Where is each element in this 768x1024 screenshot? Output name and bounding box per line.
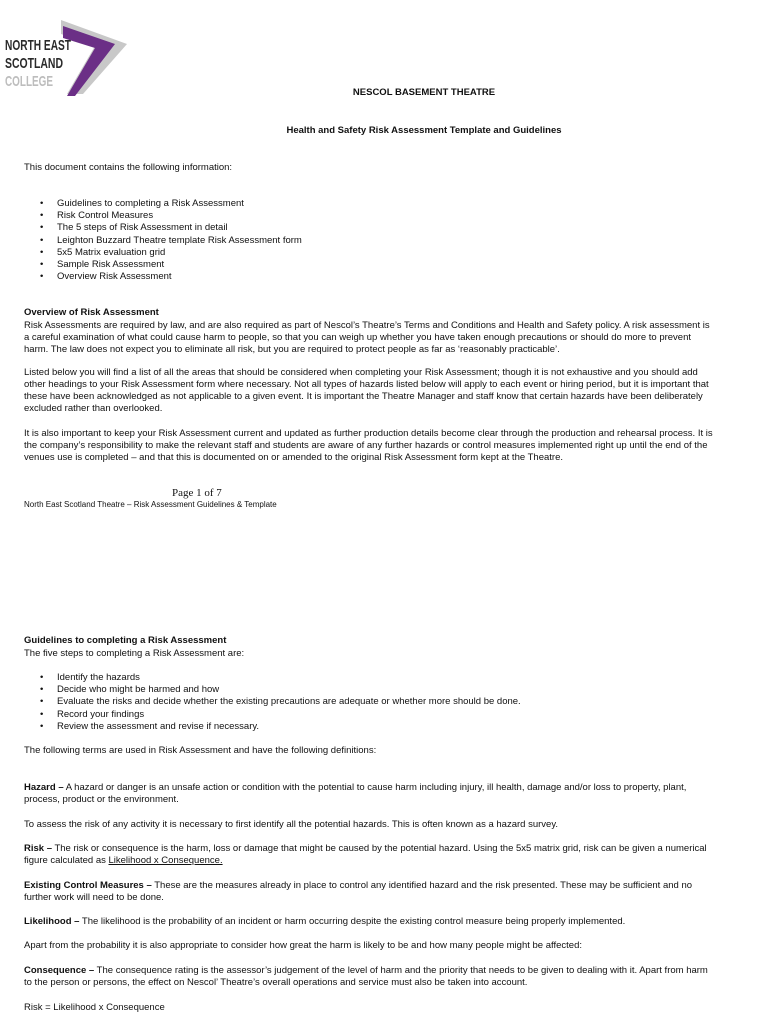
overview-paragraph-3: It is also important to keep your Risk Assessment current and updated as further production details become clear through the production and rehearsal process. It is the company’s responsibility to make the relevant staff and students are aware of any further hazards or control measures implemented right up until the end of the venues use is completed – and that this is documented on or amended to the original Risk Assessment form kept at the Theatre. [24, 428, 713, 463]
page-number: Page 1 of 7 [172, 487, 222, 499]
intro-text: This document contains the following information: [24, 162, 233, 173]
document-title: NESCOL BASEMENT THEATRE [352, 87, 496, 98]
logo-line-2: SCOTLAND [5, 55, 64, 72]
consequence-definition [24, 965, 714, 989]
list-item: • Evaluate the risks and decide whether the existing precautions are adequate or whether more should be done. [24, 696, 714, 708]
contents-list [24, 198, 714, 283]
likelihood-text: The likelihood is the probability of an incident or harm occurring despite the existing control measure being properly implemented. [79, 916, 626, 927]
ecm-term: Existing Control Measures – [24, 880, 152, 891]
logo-line-1: NORTH EAST [5, 37, 71, 54]
logo-line-3: COLLEGE [5, 73, 53, 90]
ecm-text: These are the measures already in place to control any identified hazard and the risk presented. These may be sufficient and no further work will need to be done. [24, 880, 693, 903]
steps-list-wrapper [24, 672, 714, 733]
overview-heading: Overview of Risk Assessment [24, 307, 159, 318]
contents-list-wrapper [24, 198, 714, 283]
guidelines-intro: The five steps to completing a Risk Assessment are: [24, 648, 245, 659]
list-item: • 5x5 Matrix evaluation grid [24, 247, 714, 259]
probability-text: Apart from the probability it is also appropriate to consider how great the harm is likely to be and how many people might be affected: [24, 940, 582, 951]
risk-term: Risk – [24, 843, 52, 854]
list-item: • Guidelines to completing a Risk Assessment [24, 198, 714, 210]
logo-graphic [3, 18, 127, 98]
guidelines-heading: Guidelines to completing a Risk Assessment [24, 635, 227, 646]
hazard-definition [24, 782, 714, 806]
hazard-text: A hazard or danger is an unsafe action or condition with the potential to cause harm including injury, ill health, damage and/or loss to property, plant, process, product or the environment. [24, 782, 687, 805]
hazard-survey-text: To assess the risk of any activity it is necessary to first identify all the potential hazards. This is often known as a hazard survey. [24, 819, 559, 830]
overview-paragraph-1: Risk Assessments are required by law, and are also required as part of Nescol’s Theatre’s Terms and Conditions and Health and Safety policy. A risk assessment is a careful examination of what could cause harm to people, so that you can weigh up whether you have taken enough precautions or should do more to prevent harm. The law does not expect you to eliminate all risk, but you are required to protect people as far as ‘reasonably practicable’. [24, 320, 710, 355]
list-item: • Record your findings [24, 709, 714, 721]
consequence-term: Consequence – [24, 965, 95, 976]
college-logo [3, 18, 127, 98]
list-item: • The 5 steps of Risk Assessment in detail [24, 222, 714, 234]
risk-text: The risk or consequence is the harm, loss or damage that might be caused by the potential hazard. Using the 5x5 matrix grid, risk can be given a numerical figure calculated as [24, 843, 707, 866]
likelihood-definition [24, 916, 714, 928]
list-item: • Leighton Buzzard Theatre template Risk Assessment form [24, 235, 714, 247]
existing-control-measures-definition [24, 880, 714, 904]
list-item: • Decide who might be harmed and how [24, 684, 714, 696]
list-item: • Identify the hazards [24, 672, 714, 684]
overview-paragraph-2: Listed below you will find a list of all the areas that should be considered when completing your Risk Assessment; though it is not exhaustive and you should add other headings to your Risk Assessment form where necessary. Not all types of hazards listed below will apply to each event or hiring period, but it is important that these have been acknowledged as not applicable to a given event. It is important the Theatre Manager and staff know that certain hazards have been deliberately excluded rather than overlooked. [24, 367, 709, 414]
steps-list [24, 672, 714, 733]
footer-document-name: North East Scotland Theatre – Risk Assessment Guidelines & Template [24, 500, 277, 509]
list-item: • Sample Risk Assessment [24, 259, 714, 271]
likelihood-term: Likelihood – [24, 916, 80, 927]
list-item: • Review the assessment and revise if necessary. [24, 721, 714, 733]
risk-definition [24, 843, 714, 867]
risk-formula: Likelihood x Consequence. [108, 855, 223, 866]
terms-intro: The following terms are used in Risk Assessment and have the following definitions: [24, 745, 377, 756]
document-subtitle: Health and Safety Risk Assessment Template and Guidelines [286, 125, 562, 136]
hazard-term: Hazard – [24, 782, 64, 793]
list-item: • Overview Risk Assessment [24, 271, 714, 283]
list-item: • Risk Control Measures [24, 210, 714, 222]
consequence-text: The consequence rating is the assessor’s judgement of the level of harm and the priority that needs to be given to dealing with it. Apart from harm to the person or persons, the effect on Nescol’ Theatre’s overall operations and service must also be taken into account. [24, 965, 708, 988]
risk-formula-line: Risk = Likelihood x Consequence [24, 1002, 165, 1013]
